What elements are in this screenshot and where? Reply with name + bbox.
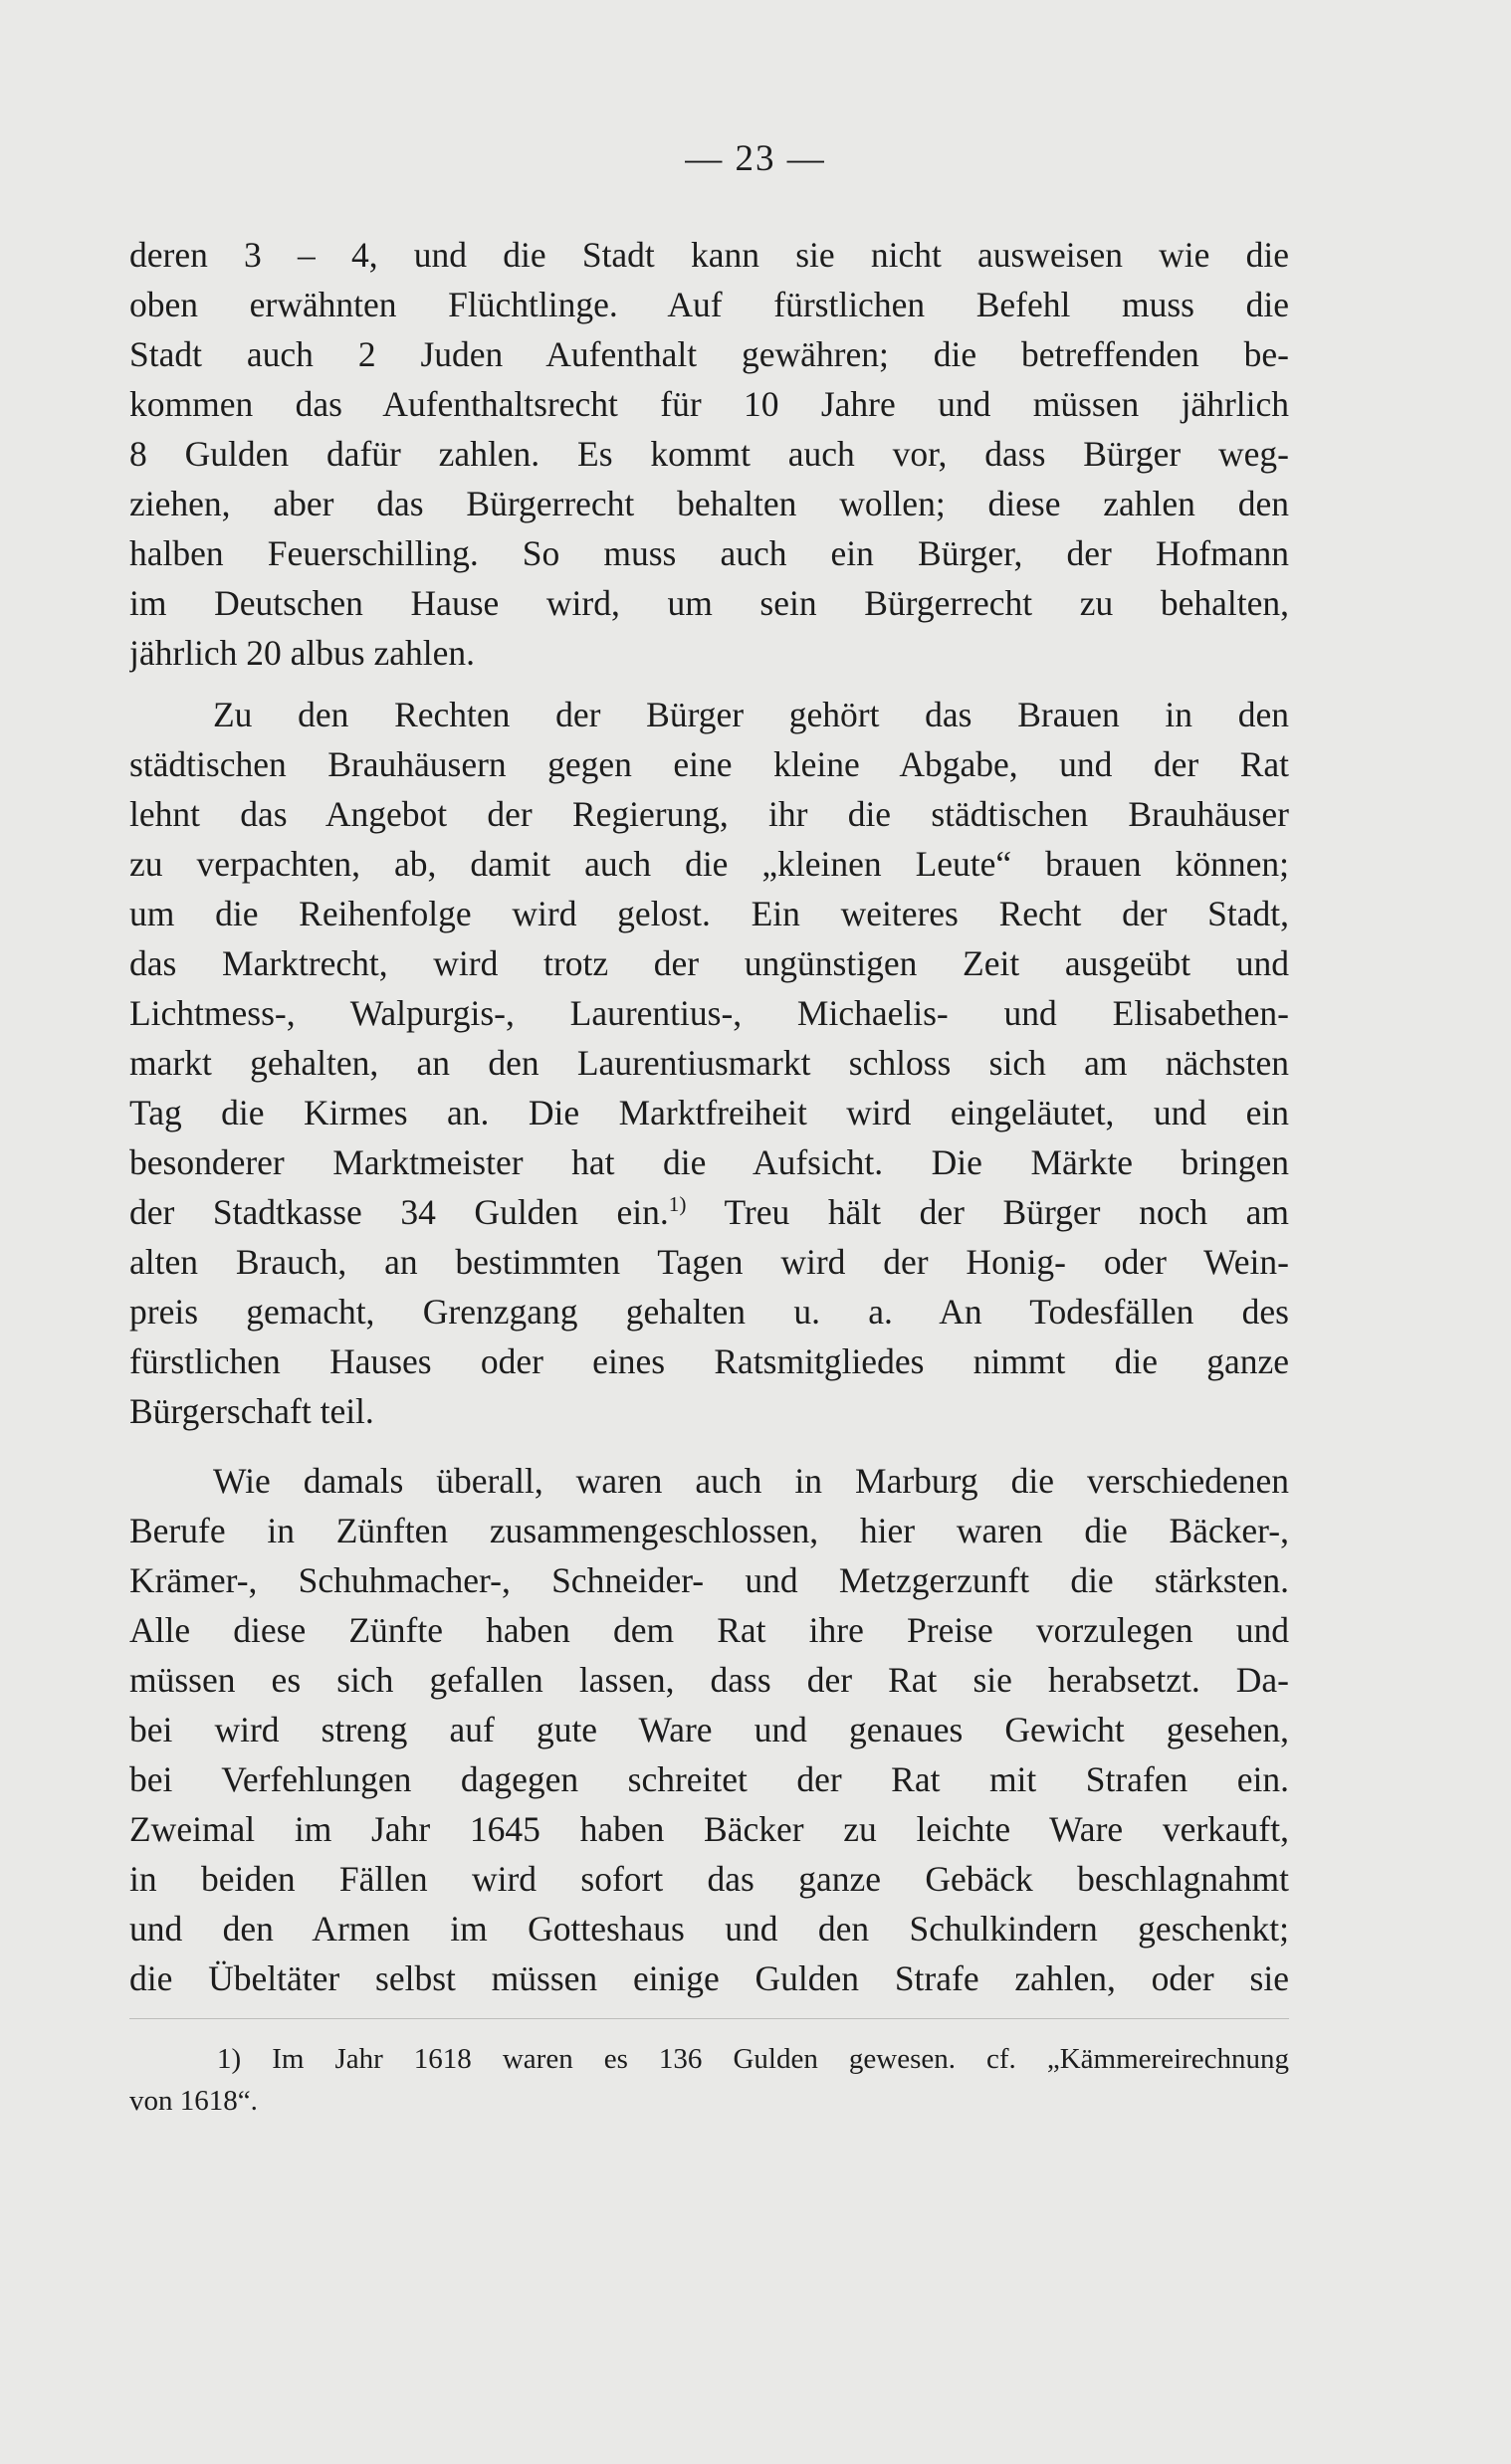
text-line: bei wird streng auf gute Ware und genaues Gewicht gesehen, (129, 1710, 1289, 1749)
text-line: zu verpachten, ab, damit auch die „kleinen Leute“ brauen können; (129, 844, 1289, 884)
text-line: preis gemacht, Grenzgang gehalten u. a. An Todesfällen des (129, 1292, 1289, 1332)
footnote-reference: 1) (668, 1192, 687, 1217)
text-line: und den Armen im Gotteshaus und den Schulkindern geschenkt; (129, 1909, 1289, 1949)
text-line: städtischen Brauhäusern gegen eine kleine Abgabe, und der Rat (129, 744, 1289, 784)
text-line: um die Reihenfolge wird gelost. Ein weiteres Recht der Stadt, (129, 894, 1289, 933)
text-line: ziehen, aber das Bürgerrecht behalten wollen; diese zahlen den (129, 484, 1289, 523)
text-line: deren 3 – 4, und die Stadt kann sie nicht ausweisen wie die (129, 235, 1289, 275)
text-line: im Deutschen Hause wird, um sein Bürgerrecht zu behalten, (129, 583, 1289, 623)
text-line: 8 Gulden dafür zahlen. Es kommt auch vor, dass Bürger weg- (129, 434, 1289, 474)
text-line: Zu den Rechten der Bürger gehört das Brauen in den (213, 695, 1289, 734)
footnote-divider (129, 2018, 1289, 2019)
text-line: Berufe in Zünften zusammengeschlossen, hier waren die Bäcker-, (129, 1511, 1289, 1550)
text-line: Lichtmess-, Walpurgis-, Laurentius-, Michaelis- und Elisabethen- (129, 993, 1289, 1033)
text-line: in beiden Fällen wird sofort das ganze Gebäck beschlagnahmt (129, 1859, 1289, 1899)
text-segment: Treu hält der Bürger noch am (724, 1192, 1289, 1232)
text-line: Bürgerschaft teil. (129, 1391, 374, 1431)
text-line: fürstlichen Hauses oder eines Ratsmitgliedes nimmt die ganze (129, 1341, 1289, 1381)
text-line: Alle diese Zünfte haben dem Rat ihre Preise vorzulegen und (129, 1610, 1289, 1650)
text-line: lehnt das Angebot der Regierung, ihr die städtischen Brauhäuser (129, 794, 1289, 834)
page-number: — 23 — (685, 138, 826, 179)
text-line: alten Brauch, an bestimmten Tagen wird der Honig- oder Wein- (129, 1242, 1289, 1282)
text-line: markt gehalten, an den Laurentiusmarkt schloss sich am nächsten (129, 1043, 1289, 1083)
text-line: Wie damals überall, waren auch in Marburg die verschiedenen (213, 1461, 1289, 1501)
text-line: die Übeltäter selbst müssen einige Gulden Strafe zahlen, oder sie (129, 1958, 1289, 1998)
footnote-line: 1) Im Jahr 1618 waren es 136 Gulden gewesen. cf. „Kämmereirechnung (217, 2043, 1289, 2075)
text-line: oben erwähnten Flüchtlinge. Auf fürstlichen Befehl muss die (129, 285, 1289, 324)
text-line: müssen es sich gefallen lassen, dass der Rat sie herabsetzt. Da- (129, 1660, 1289, 1700)
text-line: besonderer Marktmeister hat die Aufsicht. Die Märkte bringen (129, 1142, 1289, 1182)
text-line: halben Feuerschilling. So muss auch ein Bürger, der Hofmann (129, 533, 1289, 573)
text-line: Tag die Kirmes an. Die Marktfreiheit wird eingeläutet, und ein (129, 1093, 1289, 1132)
text-line: jährlich 20 albus zahlen. (129, 633, 475, 673)
text-line: Zweimal im Jahr 1645 haben Bäcker zu leichte Ware verkauft, (129, 1809, 1289, 1849)
text-line: Krämer-, Schuhmacher-, Schneider- und Metzgerzunft die stärksten. (129, 1560, 1289, 1600)
text-line: Stadt auch 2 Juden Aufenthalt gewähren; die betreffenden be- (129, 334, 1289, 374)
text-line: kommen das Aufenthaltsrecht für 10 Jahre und müssen jährlich (129, 384, 1289, 424)
text-line: bei Verfehlungen dagegen schreitet der Rat mit Strafen ein. (129, 1759, 1289, 1799)
text-line: das Marktrecht, wird trotz der ungünstigen Zeit ausgeübt und (129, 943, 1289, 983)
text-segment: der Stadtkasse 34 Gulden ein. (129, 1192, 669, 1232)
text-line (129, 1189, 1289, 1235)
footnote-line: von 1618“. (129, 2085, 258, 2117)
